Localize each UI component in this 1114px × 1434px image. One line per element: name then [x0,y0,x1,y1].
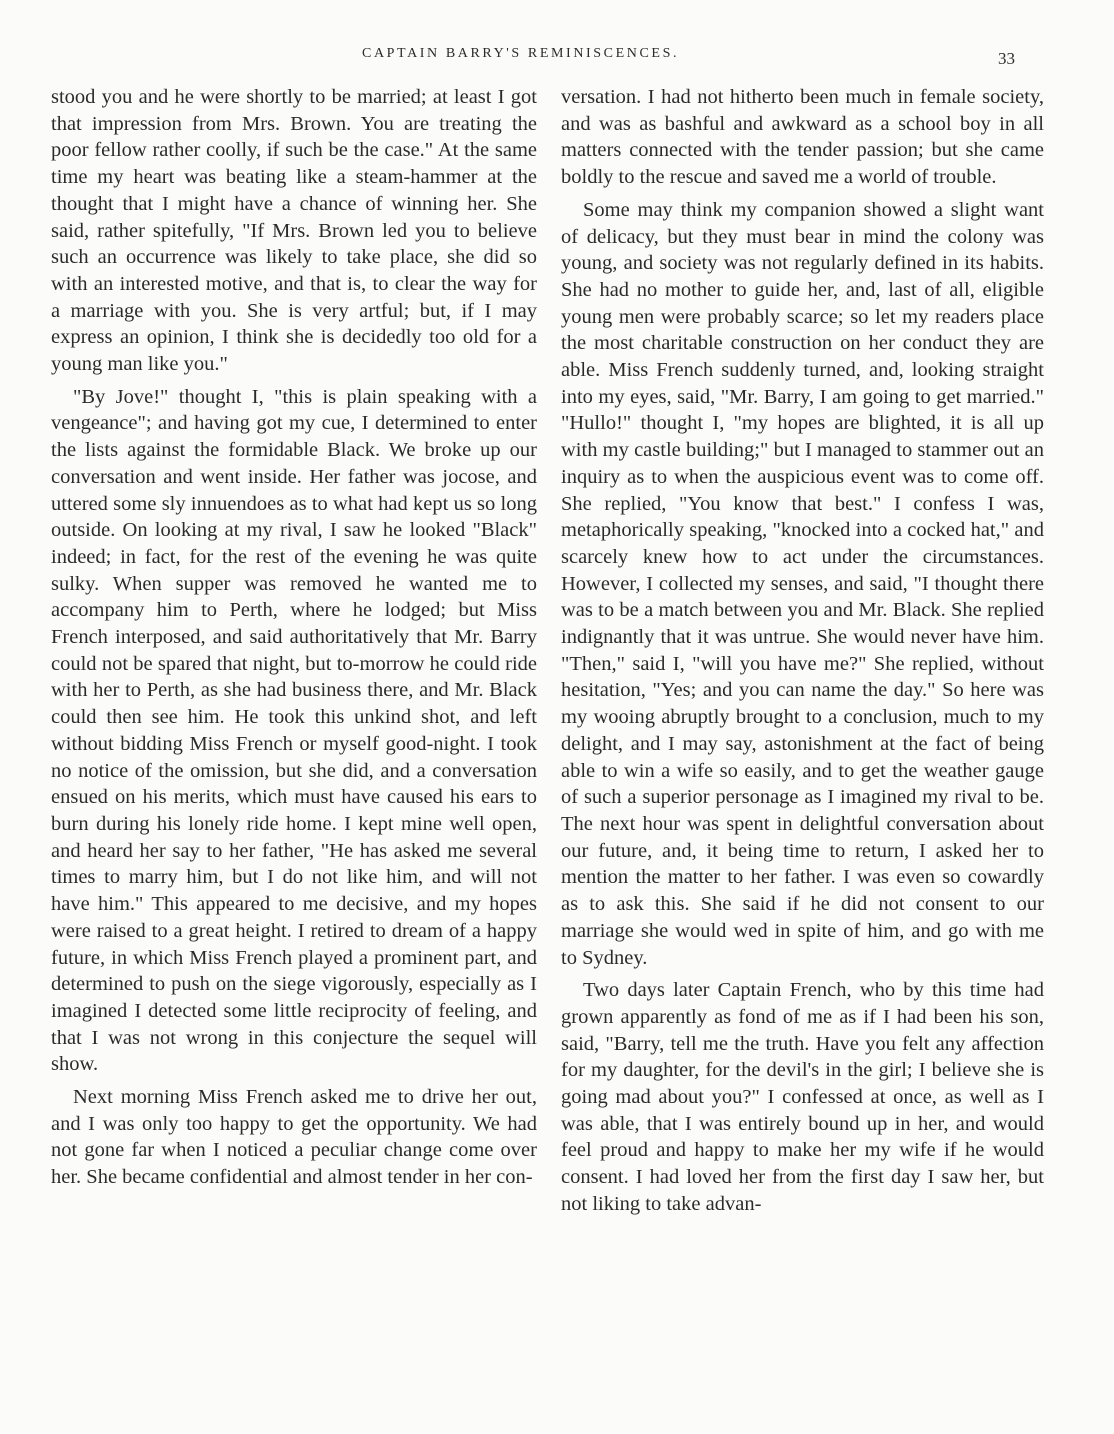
left-paragraph-2: "By Jove!" thought I, "this is plain speaking with a vengeance"; and having got my cue, I determined to enter the lists against the formidable Black. We broke up our conversation and went inside. Her father was jocose, and uttered some sly innuendoes as to what had kept us so long outside. On looking at my rival, I saw he looked "Black" indeed; in fact, for the rest of the evening he was quite sulky. When supper was removed he wanted me to accompany him to Perth, where he lodged; but Miss French interposed, and said authoritatively that Mr. Barry could not be spared that night, but to-morrow he could ride with her to Perth, as she had business there, and Mr. Black could then see him. He took this unkind shot, and left without bidding Miss French or myself good-night. I took no notice of the omission, but she did, and a conversation ensued on his merits, which must have caused his ears to burn during his lonely ride home. I kept mine well open, and heard her say to her father, "He has asked me several times to marry him, but I do not like him, and will not have him." This appeared to me decisive, and my hopes were raised to a great height. I retired to dream of a happy future, in which Miss French played a prominent part, and determined to push on the siege vigorously, especially as I imagined I detected some little reciprocity of feeling, and that I was not wrong in this conjecture the sequel will show. [51,385,537,1076]
left-paragraph-3: Next morning Miss French asked me to drive her out, and I was only too happy to get the opportunity. We had not gone far when I noticed a peculiar change come over her. She became confidential and almost tender in her con- [51,1086,537,1189]
running-head: CAPTAIN BARRY'S REMINISCENCES. [362,46,680,61]
left-paragraph-1: stood you and he were shortly to be married; at least I got that impression from Mrs. Brown. You are treating the poor fellow rather coolly, if such be the case." At the same time my heart was beating like a steam-hammer at the thought that I might have a chance of winning her. She said, rather spitefully, "If Mrs. Brown led you to believe such an occurrence was likely to take place, she did so with an interested motive, and that is, to clear the way for a marriage with you. She is very artful; but, if I may express an opinion, I think she is decidedly too old for a young man like you." [51,86,537,376]
right-paragraph-1: versation. I had not hitherto been much in female society, and was as bashful and awkward as a school boy in all matters connected with the tender passion; but she came boldly to the rescue and saved me a world of trouble. [561,86,1044,189]
right-column [561,84,1044,1218]
right-paragraph-2: Some may think my companion showed a slight want of delicacy, but they must bear in mind the colony was young, and society was not regularly defined in its habits. She had no mother to guide her, and, last of all, eligible young men were probably scarce; so let my readers place the most charitable construction on her conduct they are able. Miss French suddenly turned, and, looking straight into my eyes, said, "Mr. Barry, I am going to get married." "Hullo!" thought I, "my hopes are blighted, it is all up with my castle building;" but I managed to stammer out an inquiry as to when the auspicious event was to come off. She replied, "You know that best." I confess I was, metaphorically speaking, "knocked into a cocked hat," and scarcely knew how to act under the circumstances. However, I collected my senses, and said, "I thought there was to be a match between you and Mr. Black. She replied indignantly that it was untrue. She would never have him. "Then," said I, "will you have me?" She replied, without hesitation, "Yes; and you can name the day." So here was my wooing abruptly brought to a conclusion, much to my delight, and I may say, astonishment at the fact of being able to win a wife so easily, and to get the weather gauge of such a superior personage as I imagined my rival to be. The next hour was spent in delightful conversation about our future, and, it being time to return, I asked her to mention the matter to her father. I was even so cowardly as to ask this. She said if he did not consent to our marriage she would wed in spite of him, and go with me to Sydney. [561,198,1044,969]
page-number: 33 [998,49,1015,68]
right-paragraph-3: Two days later Captain French, who by this time had grown apparently as fond of me as if I had been his son, said, "Barry, tell me the truth. Have you felt any affection for my daughter, for the devil's in the girl; I believe she is going mad about you?" I confessed at once, as well as I was able, that I was entirely bound up in her, and would feel proud and happy to make her my wife if he would consent. I had loved her from the first day I saw her, but not liking to take advan- [561,979,1044,1215]
left-column [51,84,537,1191]
